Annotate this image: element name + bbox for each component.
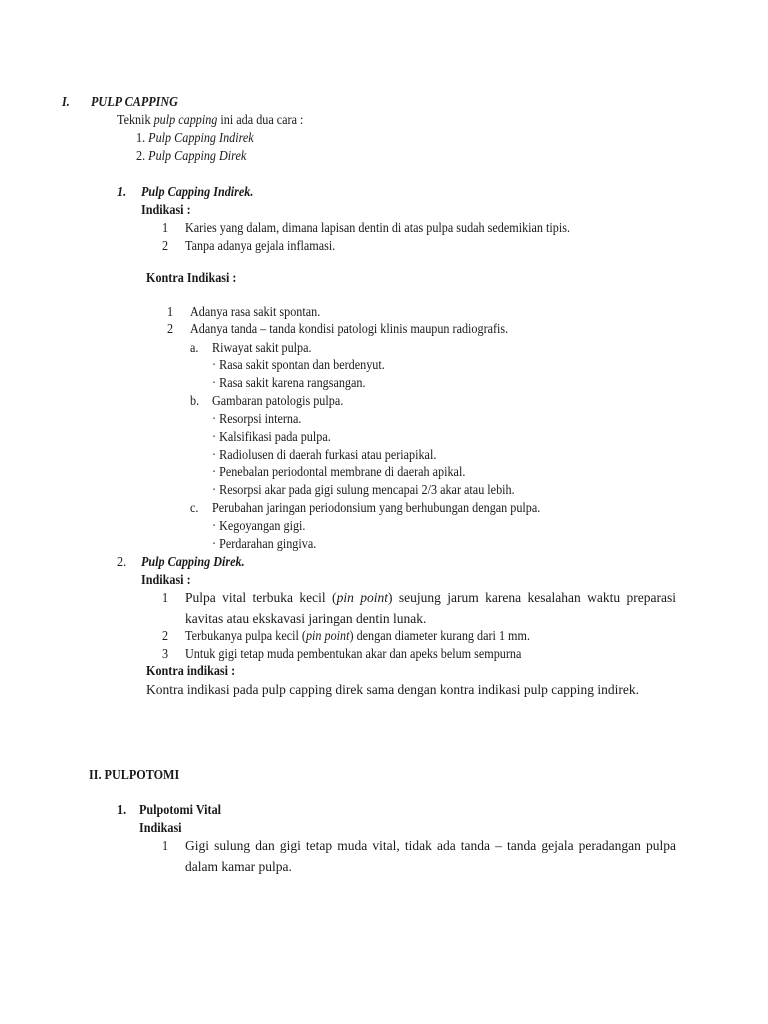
method-list-item xyxy=(136,148,246,164)
indikasi-heading: Indikasi : xyxy=(141,572,191,587)
indikasi-text-b: ) dengan diameter kurang dari 1 mm. xyxy=(349,628,530,643)
indikasi-item: Gigi sulung dan gigi tetap muda vital, tidak ada tanda – tanda gejala peradangan pulpa dalam kamar pulpa. xyxy=(185,838,676,874)
subsection-title: Pulp Capping Indirek. xyxy=(141,184,254,199)
list-number: 3 xyxy=(162,646,169,661)
indikasi-italic: pin point xyxy=(336,590,388,605)
bullet-item: · Kegoyangan gigi. xyxy=(212,518,306,533)
method-number: 1. xyxy=(136,130,146,145)
method-list-item xyxy=(136,130,254,146)
intro-pre: Teknik xyxy=(117,112,154,127)
indikasi-heading: Indikasi : xyxy=(141,202,191,217)
list-number: 2 xyxy=(167,321,174,336)
subsection-title: Pulp Capping Direk. xyxy=(141,554,245,569)
list-number: 1 xyxy=(162,590,169,605)
intro-italic: pulp capping xyxy=(153,112,218,127)
subsection-number: 2. xyxy=(117,554,127,569)
sub-letter: b. xyxy=(190,393,200,408)
method-label: Pulp Capping Indirek xyxy=(148,130,254,145)
section-number: I. xyxy=(62,94,70,109)
bullet-item: · Kalsifikasi pada pulpa. xyxy=(212,429,331,444)
indikasi-item: Tanpa adanya gejala inflamasi. xyxy=(185,238,336,253)
bullet-item: · Perdarahan gingiva. xyxy=(212,536,317,551)
indikasi-text-b: ) seujung jarum karena kesalahan waktu preparasi kavitas atau ekskavasi jaringan dentin lunak. xyxy=(185,590,676,626)
section-title: PULP CAPPING xyxy=(91,94,178,109)
list-number: 2 xyxy=(162,628,169,643)
list-number: 1 xyxy=(167,304,174,319)
kontra-heading: Kontra indikasi : xyxy=(146,663,236,678)
list-number: 1 xyxy=(162,838,169,853)
indikasi-text-a: Terbukanya pulpa kecil ( xyxy=(185,628,306,643)
bullet-item: · Radiolusen di daerah furkasi atau periapikal. xyxy=(212,447,437,462)
subsection-number: 1. xyxy=(117,802,127,817)
sub-heading: Perubahan jaringan periodonsium yang berhubungan dengan pulpa. xyxy=(212,500,541,515)
indikasi-text-a: Pulpa vital terbuka kecil ( xyxy=(185,590,337,605)
subsection-title: Pulpotomi Vital xyxy=(139,802,222,817)
bullet-item: · Rasa sakit spontan dan berdenyut. xyxy=(212,357,385,372)
sub-letter: a. xyxy=(190,340,199,355)
indikasi-heading: Indikasi xyxy=(139,820,182,835)
kontra-item: Adanya tanda – tanda kondisi patologi klinis maupun radiografis. xyxy=(190,321,509,336)
intro-text xyxy=(117,112,303,128)
indikasi-italic: pin point xyxy=(305,628,350,643)
intro-post: ini ada dua cara : xyxy=(217,112,304,127)
bullet-item: · Rasa sakit karena rangsangan. xyxy=(212,375,366,390)
indikasi-item xyxy=(185,587,676,629)
kontra-paragraph: Kontra indikasi pada pulp capping direk sama dengan kontra indikasi pulp capping indirek. xyxy=(146,682,640,697)
indikasi-item xyxy=(185,628,530,644)
list-number: 2 xyxy=(162,238,169,253)
bullet-item: · Resorpsi interna. xyxy=(212,411,302,426)
kontra-item: Adanya rasa sakit spontan. xyxy=(190,304,321,319)
method-label: Pulp Capping Direk xyxy=(148,148,247,163)
subsection-number: 1. xyxy=(117,184,127,199)
section-title: II. PULPOTOMI xyxy=(89,767,180,782)
list-number: 1 xyxy=(162,220,169,235)
sub-heading: Riwayat sakit pulpa. xyxy=(212,340,312,355)
method-number: 2. xyxy=(136,148,146,163)
sub-heading: Gambaran patologis pulpa. xyxy=(212,393,344,408)
indikasi-item: Karies yang dalam, dimana lapisan dentin di atas pulpa sudah sedemikian tipis. xyxy=(185,220,571,235)
sub-letter: c. xyxy=(190,500,199,515)
bullet-item: · Penebalan periodontal membrane di daerah apikal. xyxy=(212,464,466,479)
indikasi-item: Untuk gigi tetap muda pembentukan akar dan apeks belum sempurna xyxy=(185,646,522,661)
kontra-heading: Kontra Indikasi : xyxy=(146,270,237,285)
bullet-item: · Resorpsi akar pada gigi sulung mencapai 2/3 akar atau lebih. xyxy=(212,482,515,497)
